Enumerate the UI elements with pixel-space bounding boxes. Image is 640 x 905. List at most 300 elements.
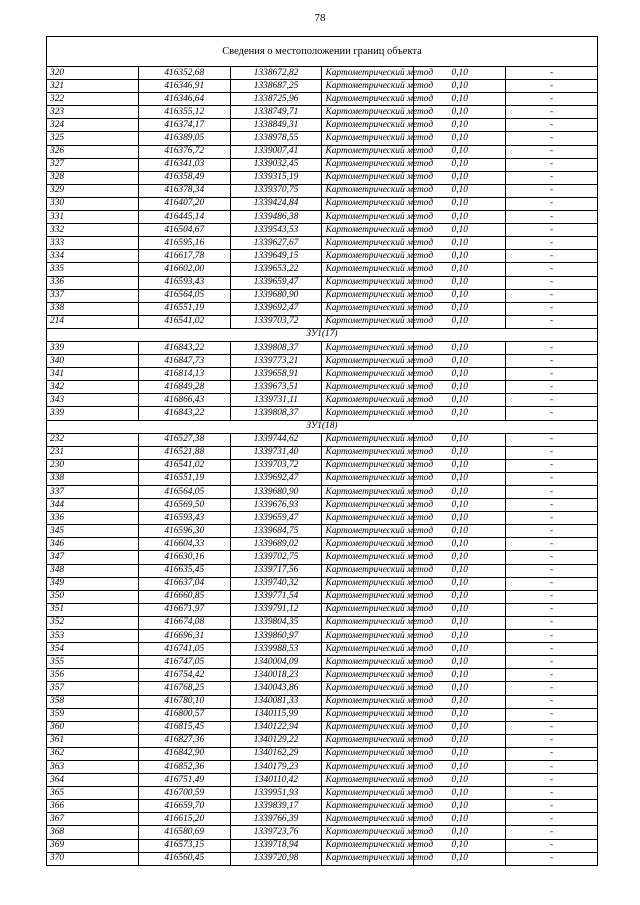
description-cell: - <box>506 459 598 472</box>
point-number-cell: 369 <box>47 839 139 852</box>
y-coordinate-cell: 1339692,47 <box>230 472 322 485</box>
x-coordinate-cell: 416346,64 <box>138 93 230 106</box>
point-number-cell: 365 <box>47 787 139 800</box>
point-number-cell: 322 <box>47 93 139 106</box>
accuracy-cell: 0,10 <box>414 577 506 590</box>
accuracy-cell: 0,10 <box>414 603 506 616</box>
description-cell: - <box>506 630 598 643</box>
description-cell: - <box>506 171 598 184</box>
accuracy-cell: 0,10 <box>414 67 506 80</box>
page-number: 78 <box>314 12 326 24</box>
point-number-cell: 321 <box>47 80 139 93</box>
y-coordinate-cell: 1339988,53 <box>230 643 322 656</box>
y-coordinate-cell: 1339740,32 <box>230 577 322 590</box>
description-cell: - <box>506 603 598 616</box>
description-cell: - <box>506 787 598 800</box>
accuracy-cell: 0,10 <box>414 145 506 158</box>
accuracy-cell: 0,10 <box>414 106 506 119</box>
method-cell: Картометрический метод <box>322 119 414 132</box>
y-coordinate-cell: 1339653,22 <box>230 263 322 276</box>
y-coordinate-cell: 1339808,37 <box>230 341 322 354</box>
accuracy-cell: 0,10 <box>414 551 506 564</box>
point-number-cell: 360 <box>47 721 139 734</box>
method-cell: Картометрический метод <box>322 276 414 289</box>
method-cell: Картометрический метод <box>322 224 414 237</box>
point-number-cell: 231 <box>47 446 139 459</box>
table-row <box>47 67 598 80</box>
y-coordinate-cell: 1340129,22 <box>230 734 322 747</box>
table-row <box>47 603 598 616</box>
description-cell: - <box>506 512 598 525</box>
x-coordinate-cell: 416445,14 <box>138 211 230 224</box>
table-row <box>47 355 598 368</box>
accuracy-cell: 0,10 <box>414 630 506 643</box>
y-coordinate-cell: 1339676,93 <box>230 499 322 512</box>
method-cell: Картометрический метод <box>322 446 414 459</box>
accuracy-cell: 0,10 <box>414 486 506 499</box>
table-row <box>47 760 598 773</box>
x-coordinate-cell: 416674,08 <box>138 616 230 629</box>
accuracy-cell: 0,10 <box>414 93 506 106</box>
table-row <box>47 341 598 354</box>
accuracy-cell: 0,10 <box>414 433 506 446</box>
accuracy-cell: 0,10 <box>414 224 506 237</box>
point-number-cell: 354 <box>47 643 139 656</box>
y-coordinate-cell: 1340081,33 <box>230 695 322 708</box>
accuracy-cell: 0,10 <box>414 158 506 171</box>
point-number-cell: 323 <box>47 106 139 119</box>
table-row <box>47 407 598 420</box>
x-coordinate-cell: 416580,69 <box>138 826 230 839</box>
method-cell: Картометрический метод <box>322 630 414 643</box>
method-cell: Картометрический метод <box>322 734 414 747</box>
x-coordinate-cell: 416866,43 <box>138 394 230 407</box>
table-row <box>47 787 598 800</box>
accuracy-cell: 0,10 <box>414 669 506 682</box>
point-number-cell: 363 <box>47 760 139 773</box>
x-coordinate-cell: 416747,05 <box>138 656 230 669</box>
point-number-cell: 331 <box>47 211 139 224</box>
table-row <box>47 734 598 747</box>
point-number-cell: 328 <box>47 171 139 184</box>
description-cell: - <box>506 682 598 695</box>
y-coordinate-cell: 1340004,09 <box>230 656 322 669</box>
y-coordinate-cell: 1339370,75 <box>230 184 322 197</box>
description-cell: - <box>506 67 598 80</box>
accuracy-cell: 0,10 <box>414 656 506 669</box>
accuracy-cell: 0,10 <box>414 774 506 787</box>
point-number-cell: 352 <box>47 616 139 629</box>
table-row <box>47 656 598 669</box>
x-coordinate-cell: 416696,31 <box>138 630 230 643</box>
y-coordinate-cell: 1339659,47 <box>230 276 322 289</box>
description-cell: - <box>506 381 598 394</box>
x-coordinate-cell: 416849,28 <box>138 381 230 394</box>
boundary-coordinates-table <box>46 36 598 866</box>
description-cell: - <box>506 106 598 119</box>
description-cell: - <box>506 826 598 839</box>
method-cell: Картометрический метод <box>322 564 414 577</box>
y-coordinate-cell: 1339808,37 <box>230 407 322 420</box>
description-cell: - <box>506 355 598 368</box>
description-cell: - <box>506 211 598 224</box>
point-number-cell: 335 <box>47 263 139 276</box>
table-row <box>47 446 598 459</box>
point-number-cell: 362 <box>47 747 139 760</box>
point-number-cell: 342 <box>47 381 139 394</box>
method-cell: Картометрический метод <box>322 341 414 354</box>
x-coordinate-cell: 416604,33 <box>138 538 230 551</box>
accuracy-cell: 0,10 <box>414 407 506 420</box>
accuracy-cell: 0,10 <box>414 734 506 747</box>
accuracy-cell: 0,10 <box>414 499 506 512</box>
x-coordinate-cell: 416378,34 <box>138 184 230 197</box>
x-coordinate-cell: 416814,13 <box>138 368 230 381</box>
x-coordinate-cell: 416751,49 <box>138 774 230 787</box>
table-row <box>47 224 598 237</box>
y-coordinate-cell: 1340179,23 <box>230 760 322 773</box>
x-coordinate-cell: 416843,22 <box>138 407 230 420</box>
x-coordinate-cell: 416551,19 <box>138 302 230 315</box>
table-row <box>47 512 598 525</box>
method-cell: Картометрический метод <box>322 302 414 315</box>
table-row <box>47 381 598 394</box>
method-cell: Картометрический метод <box>322 433 414 446</box>
x-coordinate-cell: 416504,67 <box>138 224 230 237</box>
accuracy-cell: 0,10 <box>414 315 506 328</box>
point-number-cell: 232 <box>47 433 139 446</box>
point-number-cell: 339 <box>47 407 139 420</box>
x-coordinate-cell: 416635,45 <box>138 564 230 577</box>
description-cell: - <box>506 774 598 787</box>
x-coordinate-cell: 416815,45 <box>138 721 230 734</box>
description-cell: - <box>506 760 598 773</box>
description-cell: - <box>506 839 598 852</box>
y-coordinate-cell: 1338749,71 <box>230 106 322 119</box>
table-title: Сведения о местоположении границ объекта <box>47 37 598 67</box>
method-cell: Картометрический метод <box>322 590 414 603</box>
method-cell: Картометрический метод <box>322 80 414 93</box>
accuracy-cell: 0,10 <box>414 800 506 813</box>
description-cell: - <box>506 564 598 577</box>
y-coordinate-cell: 1339692,47 <box>230 302 322 315</box>
method-cell: Картометрический метод <box>322 603 414 616</box>
y-coordinate-cell: 1339702,75 <box>230 551 322 564</box>
table-row <box>47 800 598 813</box>
point-number-cell: 326 <box>47 145 139 158</box>
y-coordinate-cell: 1340043,86 <box>230 682 322 695</box>
method-cell: Картометрический метод <box>322 551 414 564</box>
x-coordinate-cell: 416827,36 <box>138 734 230 747</box>
table-row <box>47 708 598 721</box>
y-coordinate-cell: 1339315,19 <box>230 171 322 184</box>
table-row <box>47 616 598 629</box>
y-coordinate-cell: 1339684,75 <box>230 525 322 538</box>
method-cell: Картометрический метод <box>322 263 414 276</box>
x-coordinate-cell: 416593,43 <box>138 276 230 289</box>
y-coordinate-cell: 1338687,25 <box>230 80 322 93</box>
description-cell: - <box>506 341 598 354</box>
description-cell: - <box>506 800 598 813</box>
description-cell: - <box>506 433 598 446</box>
section-label: ЗУ1(17) <box>47 328 598 341</box>
table-row <box>47 577 598 590</box>
accuracy-cell: 0,10 <box>414 237 506 250</box>
description-cell: - <box>506 486 598 499</box>
x-coordinate-cell: 416521,88 <box>138 446 230 459</box>
method-cell: Картометрический метод <box>322 407 414 420</box>
x-coordinate-cell: 416800,57 <box>138 708 230 721</box>
x-coordinate-cell: 416780,10 <box>138 695 230 708</box>
accuracy-cell: 0,10 <box>414 80 506 93</box>
method-cell: Картометрический метод <box>322 368 414 381</box>
y-coordinate-cell: 1339731,11 <box>230 394 322 407</box>
description-cell: - <box>506 852 598 865</box>
x-coordinate-cell: 416541,02 <box>138 315 230 328</box>
y-coordinate-cell: 1339032,45 <box>230 158 322 171</box>
method-cell: Картометрический метод <box>322 355 414 368</box>
table-row <box>47 237 598 250</box>
method-cell: Картометрический метод <box>322 315 414 328</box>
y-coordinate-cell: 1338672,82 <box>230 67 322 80</box>
point-number-cell: 364 <box>47 774 139 787</box>
accuracy-cell: 0,10 <box>414 368 506 381</box>
description-cell: - <box>506 616 598 629</box>
x-coordinate-cell: 416617,78 <box>138 250 230 263</box>
x-coordinate-cell: 416376,72 <box>138 145 230 158</box>
accuracy-cell: 0,10 <box>414 263 506 276</box>
point-number-cell: 353 <box>47 630 139 643</box>
point-number-cell: 348 <box>47 564 139 577</box>
point-number-cell: 367 <box>47 813 139 826</box>
accuracy-cell: 0,10 <box>414 590 506 603</box>
boundary-table-container <box>46 36 598 866</box>
x-coordinate-cell: 416615,20 <box>138 813 230 826</box>
accuracy-cell: 0,10 <box>414 355 506 368</box>
x-coordinate-cell: 416358,49 <box>138 171 230 184</box>
table-row <box>47 525 598 538</box>
point-number-cell: 357 <box>47 682 139 695</box>
description-cell: - <box>506 315 598 328</box>
description-cell: - <box>506 93 598 106</box>
table-row <box>47 80 598 93</box>
table-row <box>47 721 598 734</box>
x-coordinate-cell: 416352,68 <box>138 67 230 80</box>
accuracy-cell: 0,10 <box>414 512 506 525</box>
method-cell: Картометрический метод <box>322 211 414 224</box>
table-row <box>47 564 598 577</box>
accuracy-cell: 0,10 <box>414 643 506 656</box>
description-cell: - <box>506 708 598 721</box>
point-number-cell: 324 <box>47 119 139 132</box>
table-row <box>47 630 598 643</box>
section-header-row <box>47 328 598 341</box>
method-cell: Картометрический метод <box>322 682 414 695</box>
point-number-cell: 368 <box>47 826 139 839</box>
y-coordinate-cell: 1340162,29 <box>230 747 322 760</box>
x-coordinate-cell: 416573,15 <box>138 839 230 852</box>
table-row <box>47 839 598 852</box>
description-cell: - <box>506 394 598 407</box>
method-cell: Картометрический метод <box>322 237 414 250</box>
accuracy-cell: 0,10 <box>414 394 506 407</box>
description-cell: - <box>506 197 598 210</box>
point-number-cell: 346 <box>47 538 139 551</box>
method-cell: Картометрический метод <box>322 774 414 787</box>
method-cell: Картометрический метод <box>322 787 414 800</box>
accuracy-cell: 0,10 <box>414 197 506 210</box>
method-cell: Картометрический метод <box>322 93 414 106</box>
accuracy-cell: 0,10 <box>414 472 506 485</box>
table-row <box>47 538 598 551</box>
table-row <box>47 774 598 787</box>
method-cell: Картометрический метод <box>322 695 414 708</box>
description-cell: - <box>506 158 598 171</box>
table-row <box>47 132 598 145</box>
accuracy-cell: 0,10 <box>414 682 506 695</box>
y-coordinate-cell: 1339627,67 <box>230 237 322 250</box>
table-row <box>47 747 598 760</box>
point-number-cell: 333 <box>47 237 139 250</box>
description-cell: - <box>506 80 598 93</box>
x-coordinate-cell: 416527,38 <box>138 433 230 446</box>
y-coordinate-cell: 1339659,47 <box>230 512 322 525</box>
point-number-cell: 332 <box>47 224 139 237</box>
y-coordinate-cell: 1339791,12 <box>230 603 322 616</box>
method-cell: Картометрический метод <box>322 289 414 302</box>
method-cell: Картометрический метод <box>322 499 414 512</box>
description-cell: - <box>506 289 598 302</box>
accuracy-cell: 0,10 <box>414 721 506 734</box>
x-coordinate-cell: 416852,36 <box>138 760 230 773</box>
y-coordinate-cell: 1340110,42 <box>230 774 322 787</box>
y-coordinate-cell: 1339424,84 <box>230 197 322 210</box>
accuracy-cell: 0,10 <box>414 826 506 839</box>
table-row <box>47 813 598 826</box>
x-coordinate-cell: 416341,03 <box>138 158 230 171</box>
description-cell: - <box>506 525 598 538</box>
table-row <box>47 643 598 656</box>
description-cell: - <box>506 224 598 237</box>
accuracy-cell: 0,10 <box>414 839 506 852</box>
x-coordinate-cell: 416389,05 <box>138 132 230 145</box>
table-row <box>47 289 598 302</box>
accuracy-cell: 0,10 <box>414 250 506 263</box>
point-number-cell: 320 <box>47 67 139 80</box>
method-cell: Картометрический метод <box>322 67 414 80</box>
x-coordinate-cell: 416541,02 <box>138 459 230 472</box>
table-row <box>47 119 598 132</box>
table-row <box>47 499 598 512</box>
point-number-cell: 327 <box>47 158 139 171</box>
method-cell: Картометрический метод <box>322 708 414 721</box>
method-cell: Картометрический метод <box>322 721 414 734</box>
point-number-cell: 347 <box>47 551 139 564</box>
table-row <box>47 590 598 603</box>
y-coordinate-cell: 1339723,76 <box>230 826 322 839</box>
description-cell: - <box>506 407 598 420</box>
method-cell: Картометрический метод <box>322 106 414 119</box>
x-coordinate-cell: 416741,05 <box>138 643 230 656</box>
table-row <box>47 263 598 276</box>
description-cell: - <box>506 656 598 669</box>
description-cell: - <box>506 669 598 682</box>
method-cell: Картометрический метод <box>322 145 414 158</box>
point-number-cell: 350 <box>47 590 139 603</box>
description-cell: - <box>506 577 598 590</box>
point-number-cell: 343 <box>47 394 139 407</box>
method-cell: Картометрический метод <box>322 184 414 197</box>
y-coordinate-cell: 1340018,23 <box>230 669 322 682</box>
x-coordinate-cell: 416754,42 <box>138 669 230 682</box>
method-cell: Картометрический метод <box>322 132 414 145</box>
table-row <box>47 695 598 708</box>
method-cell: Картометрический метод <box>322 656 414 669</box>
table-row <box>47 145 598 158</box>
table-row <box>47 669 598 682</box>
description-cell: - <box>506 263 598 276</box>
method-cell: Картометрический метод <box>322 616 414 629</box>
method-cell: Картометрический метод <box>322 394 414 407</box>
method-cell: Картометрический метод <box>322 839 414 852</box>
method-cell: Картометрический метод <box>322 486 414 499</box>
point-number-cell: 359 <box>47 708 139 721</box>
y-coordinate-cell: 1339773,21 <box>230 355 322 368</box>
table-row <box>47 368 598 381</box>
point-number-cell: 370 <box>47 852 139 865</box>
table-row <box>47 250 598 263</box>
point-number-cell: 340 <box>47 355 139 368</box>
y-coordinate-cell: 1339771,54 <box>230 590 322 603</box>
y-coordinate-cell: 1339720,98 <box>230 852 322 865</box>
method-cell: Картометрический метод <box>322 381 414 394</box>
x-coordinate-cell: 416630,16 <box>138 551 230 564</box>
accuracy-cell: 0,10 <box>414 747 506 760</box>
point-number-cell: 336 <box>47 276 139 289</box>
y-coordinate-cell: 1339951,93 <box>230 787 322 800</box>
point-number-cell: 366 <box>47 800 139 813</box>
accuracy-cell: 0,10 <box>414 787 506 800</box>
description-cell: - <box>506 747 598 760</box>
description-cell: - <box>506 643 598 656</box>
description-cell: - <box>506 184 598 197</box>
x-coordinate-cell: 416700,59 <box>138 787 230 800</box>
point-number-cell: 361 <box>47 734 139 747</box>
table-row <box>47 184 598 197</box>
y-coordinate-cell: 1340115,99 <box>230 708 322 721</box>
accuracy-cell: 0,10 <box>414 446 506 459</box>
description-cell: - <box>506 734 598 747</box>
y-coordinate-cell: 1339744,62 <box>230 433 322 446</box>
table-row <box>47 551 598 564</box>
x-coordinate-cell: 416593,43 <box>138 512 230 525</box>
method-cell: Картометрический метод <box>322 250 414 263</box>
accuracy-cell: 0,10 <box>414 302 506 315</box>
x-coordinate-cell: 416569,50 <box>138 499 230 512</box>
method-cell: Картометрический метод <box>322 577 414 590</box>
accuracy-cell: 0,10 <box>414 276 506 289</box>
x-coordinate-cell: 416596,30 <box>138 525 230 538</box>
point-number-cell: 351 <box>47 603 139 616</box>
method-cell: Картометрический метод <box>322 512 414 525</box>
y-coordinate-cell: 1339673,51 <box>230 381 322 394</box>
method-cell: Картометрический метод <box>322 525 414 538</box>
x-coordinate-cell: 416768,25 <box>138 682 230 695</box>
description-cell: - <box>506 472 598 485</box>
method-cell: Картометрический метод <box>322 538 414 551</box>
point-number-cell: 338 <box>47 472 139 485</box>
description-cell: - <box>506 721 598 734</box>
